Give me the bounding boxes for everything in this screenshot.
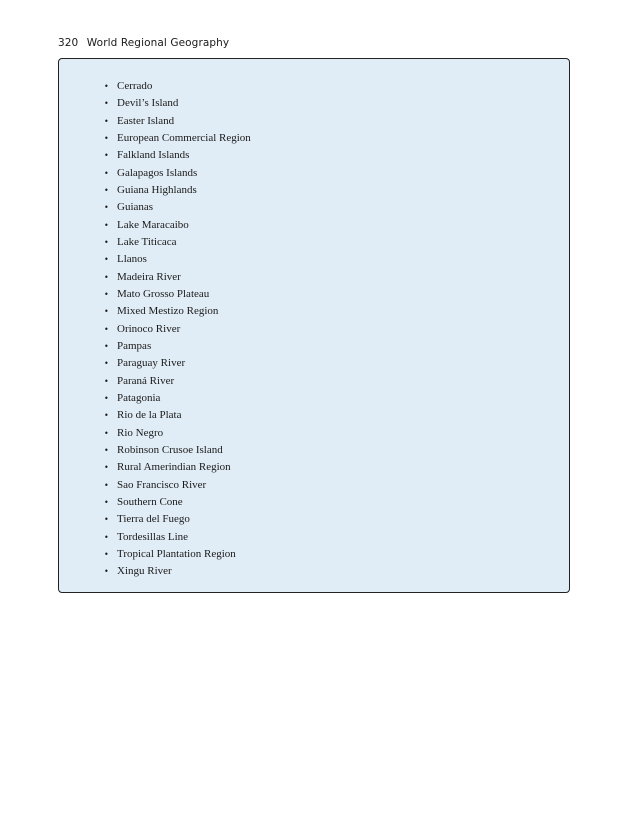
list-item: [59, 390, 251, 407]
list-item: [59, 494, 251, 511]
list-item-label: Llanos: [117, 253, 147, 266]
list-item: [59, 407, 251, 424]
list-item-label: Rio de la Plata: [117, 409, 182, 422]
list-item-label: Xingu River: [117, 565, 172, 578]
list-item: [59, 234, 251, 251]
bullet-icon: •: [104, 428, 109, 438]
list-item: [59, 217, 251, 234]
list-item-label: Guiana Highlands: [117, 183, 197, 196]
bullet-icon: •: [104, 82, 109, 91]
list-item: [59, 165, 251, 182]
bullet-icon: •: [104, 411, 109, 421]
bullet-icon: •: [104, 185, 109, 195]
list-item-label: Lake Titicaca: [117, 235, 177, 248]
key-terms-box: [58, 58, 570, 593]
bullet-icon: •: [104, 445, 109, 455]
list-item: [59, 321, 251, 338]
list-item-label: Tordesillas Line: [117, 530, 189, 543]
list-item-label: Rio Negro: [117, 426, 164, 439]
list-item-label: European Commercial Region: [117, 131, 251, 144]
bullet-icon: •: [104, 133, 109, 143]
list-item-label: Guianas: [117, 201, 154, 214]
bullet-icon: •: [104, 255, 109, 265]
list-item-label: Devil’s Island: [117, 97, 179, 110]
list-item: [59, 459, 251, 476]
list-item-label: Mixed Mestizo Region: [117, 305, 219, 318]
list-item: [59, 251, 251, 268]
list-item: [59, 425, 251, 442]
list-item: [59, 269, 251, 286]
list-item-label: Falkland Islands: [117, 149, 190, 162]
bullet-icon: •: [104, 515, 109, 525]
bullet-icon: •: [104, 376, 109, 386]
list-item-label: Sao Francisco River: [117, 478, 207, 491]
list-item-label: Galapagos Islands: [117, 166, 198, 179]
list-item: [59, 113, 251, 130]
list-item: [59, 182, 251, 199]
bullet-icon: •: [104, 549, 109, 559]
bullet-icon: •: [104, 567, 109, 577]
bullet-icon: •: [104, 272, 109, 282]
bullet-icon: •: [104, 463, 109, 473]
bullet-icon: •: [104, 497, 109, 507]
list-item: [59, 78, 251, 95]
list-item-label: Rural Amerindian Region: [117, 461, 231, 474]
list-item-label: Patagonia: [117, 391, 161, 404]
bullet-icon: •: [104, 99, 109, 109]
bullet-icon: •: [104, 151, 109, 161]
bullet-icon: •: [104, 532, 109, 542]
list-item-label: Easter Island: [117, 114, 175, 127]
bullet-icon: •: [104, 480, 109, 490]
list-item: [59, 442, 251, 459]
list-item-label: Paraguay River: [117, 357, 186, 370]
list-item-label: Tropical Plantation Region: [117, 547, 236, 560]
list-item: [59, 199, 251, 216]
bullet-icon: •: [104, 116, 109, 126]
bullet-icon: •: [104, 341, 109, 351]
list-item-label: Pampas: [117, 339, 152, 352]
list-item-label: Cerrado: [117, 80, 153, 92]
list-item: [59, 529, 251, 546]
list-item: [59, 286, 251, 303]
list-item-label: Lake Maracaibo: [117, 218, 189, 231]
list-item: [59, 147, 251, 164]
bullet-icon: •: [104, 307, 109, 317]
bullet-icon: •: [104, 289, 109, 299]
bullet-icon: •: [104, 324, 109, 334]
list-item-label: Southern Cone: [117, 495, 183, 508]
bullet-icon: •: [104, 393, 109, 403]
page-number: 320: [58, 37, 79, 49]
list-item-label: Orinoco River: [117, 322, 181, 335]
list-item: [59, 563, 251, 580]
list-item-label: Paraná River: [117, 374, 175, 387]
list-item: [59, 355, 251, 372]
bullet-icon: •: [104, 203, 109, 213]
bullet-icon: •: [104, 168, 109, 178]
list-item: [59, 477, 251, 494]
list-item-label: Madeira River: [117, 270, 181, 283]
list-item: [59, 95, 251, 112]
list-item-label: Tierra del Fuego: [117, 513, 190, 526]
key-terms-list: [59, 78, 251, 581]
list-item: [59, 546, 251, 563]
bullet-icon: •: [104, 237, 109, 247]
list-item: [59, 130, 251, 147]
running-header: [58, 37, 229, 49]
list-item: [59, 511, 251, 528]
list-item: [59, 338, 251, 355]
book-title: World Regional Geography: [86, 37, 230, 49]
bullet-icon: •: [104, 220, 109, 230]
list-item: [59, 303, 251, 320]
list-item-label: Mato Grosso Plateau: [117, 287, 210, 300]
bullet-icon: •: [104, 359, 109, 369]
list-item-label: Robinson Crusoe Island: [117, 443, 223, 456]
list-item: [59, 373, 251, 390]
